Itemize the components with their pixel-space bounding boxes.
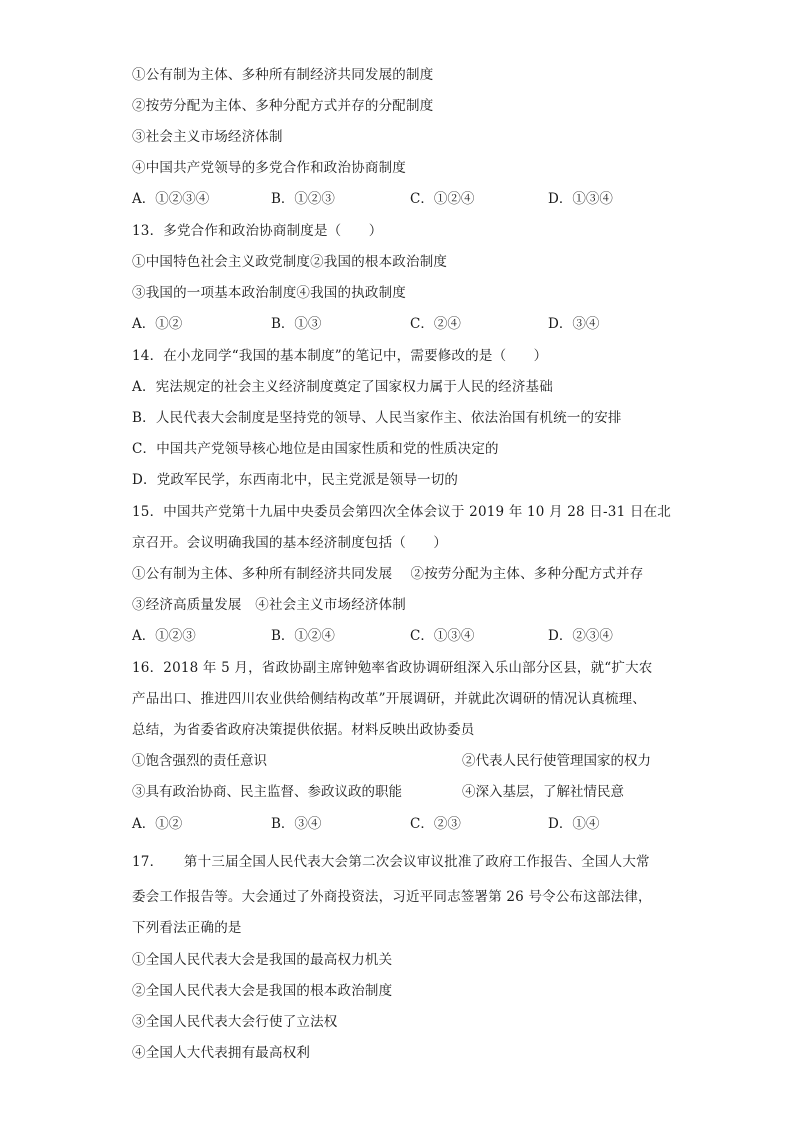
q16-item-2: ②代表人民行使管理国家的权力 [462,753,651,769]
q16-option-a: A．①② [132,816,183,832]
q12-option-b: B．①②③ [271,191,335,207]
q17-item-1: ①全国人民代表大会是我国的最高权力机关 [132,952,393,968]
q16-item-1: ①饱含强烈的责任意识 [132,753,267,769]
q15-option-b: B．①②④ [271,628,335,644]
q13-option-c: C．②④ [410,316,461,332]
q12-option-c: C．①②④ [410,191,475,207]
q12-option-d: D．①③④ [548,191,613,207]
q16-item-4: ④深入基层，了解社情民意 [462,784,624,800]
q16-stem-line-3: 总结，为省委省政府决策提供依据。材料反映出政协委员 [132,722,475,738]
q13-stem: 13．多党合作和政治协商制度是（ ） [132,223,383,239]
q12-item-4: ④中国共产党领导的多党合作和政治协商制度 [132,160,406,176]
q14-choice-b: B．人民代表大会制度是坚持党的领导、人民当家作主、依法治国有机统一的安排 [132,410,622,426]
q16-option-c: C．②③ [410,816,461,832]
q13-item-1: ①中国特色社会主义政党制度②我国的根本政治制度 [132,254,448,270]
q16-stem-line-1: 16．2018 年 5 月，省政协副主席钟勉率省政协调研组深入乐山部分区县，就“扩大农 [132,660,653,676]
q16-item-3: ③具有政治协商、民主监督、参政议政的职能 [132,784,402,800]
q12-item-2: ②按劳分配为主体、多种分配方式并存的分配制度 [132,98,434,114]
q15-stem-line-1: 15．中国共产党第十九届中央委员会第四次全体会议于 2019 年 10 月 28 日-31 日在北 [132,504,671,520]
q15-item-line-1: ①公有制为主体、多种所有制经济共同发展 ②按劳分配为主体、多种分配方式并存 [132,566,644,582]
q17-stem-line-2: 委会工作报告等。大会通过了外商投资法，习近平同志签署第 26 号令公布这部法律， [132,889,652,905]
q16-option-d: D．①④ [548,816,600,832]
q17-stem-line-3: 下列看法正确的是 [132,920,242,936]
q17-item-4: ④全国人大代表拥有最高权利 [132,1045,311,1061]
q13-item-2: ③我国的一项基本政治制度④我国的执政制度 [132,285,406,301]
q15-option-d: D．②③④ [548,628,613,644]
q16-stem-line-2: 产品出口、推进四川农业供给侧结构改革”开展调研，并就此次调研的情况认真梳理、 [132,691,647,707]
q15-option-c: C．①③④ [410,628,475,644]
q13-option-b: B．①③ [271,316,322,332]
q13-option-d: D．③④ [548,316,600,332]
q17-item-2: ②全国人民代表大会是我国的根本政治制度 [132,983,393,999]
q15-item-line-2: ③经济高质量发展 ④社会主义市场经济体制 [132,597,406,613]
q16-option-b: B．③④ [271,816,322,832]
q17-stem-line-1: 17． 第十三届全国人民代表大会第二次会议审议批准了政府工作报告、全国人大常 [132,854,650,870]
q14-stem: 14．在小龙同学“我国的基本制度”的笔记中，需要修改的是（ ） [132,348,548,364]
q15-option-a: A．①②③ [132,628,196,644]
q14-choice-c: C．中国共产党领导核心地位是由国家性质和党的性质决定的 [132,441,499,457]
q14-choice-d: D．党政军民学，东西南北中，民主党派是领导一切的 [132,472,459,488]
q12-item-1: ①公有制为主体、多种所有制经济共同发展的制度 [132,67,434,83]
q14-choice-a: A．宪法规定的社会主义经济制度奠定了国家权力属于人民的经济基础 [132,379,553,395]
q12-option-a: A．①②③④ [132,191,210,207]
q12-item-3: ③社会主义市场经济体制 [132,129,283,145]
q13-option-a: A．①② [132,316,183,332]
q15-stem-line-2: 京召开。会议明确我国的基本经济制度包括（ ） [132,535,448,551]
q17-item-3: ③全国人民代表大会行使了立法权 [132,1014,338,1030]
